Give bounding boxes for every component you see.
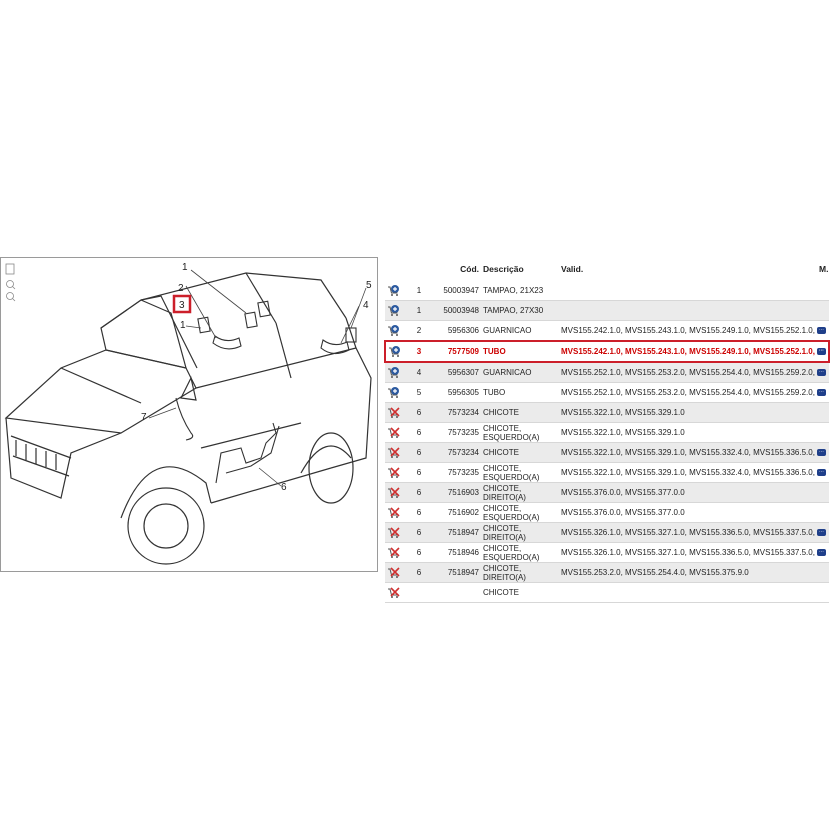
cell-validity [559, 503, 817, 523]
part-harness-7[interactable] [176, 398, 193, 440]
cell-description: GUARNICAO [481, 321, 559, 342]
cart-unavailable-icon [385, 563, 405, 583]
validity-text: MVS155.322.1.0, MVS155.329.1.0 [561, 428, 685, 437]
more-info-icon[interactable]: ··· [818, 549, 824, 556]
cell-code[interactable]: 7573234 [433, 443, 481, 463]
validity-text: MVS155.252.1.0, MVS155.253.2.0, MVS155.254.4.0, MVS155.259.2.0, [561, 388, 815, 397]
cell-pos: 4 [405, 362, 433, 383]
cell-description: CHICOTE, ESQUERDO(A) [481, 423, 559, 443]
cell-code[interactable]: 7518946 [433, 543, 481, 563]
zoom-out-handle [13, 299, 16, 302]
table-row[interactable] [385, 523, 829, 543]
cart-unavailable-icon [385, 583, 405, 603]
table-row[interactable] [385, 443, 829, 463]
cell-description: GUARNICAO [481, 362, 559, 383]
cell-validity [559, 383, 824, 403]
table-row[interactable] [385, 362, 829, 383]
cart-unavailable-icon [385, 503, 405, 523]
parts-table-body [385, 281, 829, 603]
cell-pos: 6 [405, 463, 433, 483]
cell-code[interactable]: 7577509 [433, 341, 481, 362]
cell-pos: 6 [405, 483, 433, 503]
validity-text: MVS155.376.0.0, MVS155.377.0.0 [561, 488, 685, 497]
part-plug-1b[interactable] [245, 312, 257, 328]
more-info-icon[interactable]: ··· [818, 389, 824, 396]
cell-description: TAMPAO, 27X30 [481, 301, 559, 321]
b-pillar [246, 273, 276, 323]
col-header-m[interactable]: M. [819, 264, 829, 274]
grille-top [11, 436, 71, 458]
cell-description: CHICOTE, DIREITO(A) [481, 523, 559, 543]
validity-text: MVS155.326.1.0, MVS155.327.1.0, MVS155.336.5.0, MVS155.337.5.0, [561, 548, 815, 557]
validity-text: MVS155.376.0.0, MVS155.377.0.0 [561, 508, 685, 517]
table-row[interactable] [385, 483, 829, 503]
cart-unavailable-icon [385, 523, 405, 543]
table-row[interactable] [385, 503, 829, 523]
cell-m [817, 583, 829, 603]
parts-list [384, 257, 829, 597]
cell-validity [559, 362, 824, 383]
validity-text: MVS155.322.1.0, MVS155.329.1.0 [561, 408, 685, 417]
cell-validity [559, 301, 817, 321]
validity-text: MVS155.326.1.0, MVS155.327.1.0, MVS155.336.5.0, MVS155.337.5.0, [561, 528, 815, 537]
zoom-in-handle [13, 287, 16, 290]
table-row[interactable] [385, 321, 829, 342]
callout-6[interactable]: 6 [281, 482, 287, 493]
cart-unavailable-icon [385, 483, 405, 503]
validity-text: MVS155.242.1.0, MVS155.243.1.0, MVS155.249.1.0, MVS155.252.1.0, [561, 326, 815, 335]
cell-code[interactable]: 50003947 [433, 281, 481, 301]
cell-validity [559, 321, 824, 342]
cart-unavailable-icon [385, 543, 405, 563]
cell-validity [559, 483, 817, 503]
cell-pos: 1 [405, 281, 433, 301]
car-roof [101, 273, 346, 328]
car-body [6, 273, 371, 564]
col-header-cart [385, 257, 405, 281]
cell-description: CHICOTE, ESQUERDO(A) [481, 463, 559, 483]
cell-code[interactable]: 7573235 [433, 423, 481, 443]
cell-pos: 2 [405, 321, 433, 342]
cell-m [817, 301, 829, 321]
table-row[interactable] [385, 281, 829, 301]
zoom-in-icon[interactable] [7, 281, 14, 288]
cell-code[interactable]: 5956306 [433, 321, 481, 342]
cell-m [817, 281, 829, 301]
door-edges [276, 318, 356, 378]
table-header-row [385, 257, 829, 281]
grille-bars [16, 440, 56, 470]
add-to-cart-icon[interactable] [385, 362, 405, 383]
validity-text: MVS155.242.1.0, MVS155.243.1.0, MVS155.249.1.0, MVS155.252.1.0, [561, 347, 815, 356]
table-row[interactable] [385, 423, 829, 443]
cell-pos [405, 583, 433, 603]
cell-validity [559, 443, 824, 463]
cell-pos: 6 [405, 423, 433, 443]
cell-validity [559, 563, 817, 583]
validity-text: MVS155.322.1.0, MVS155.329.1.0, MVS155.332.4.0, MVS155.336.5.0, [561, 468, 815, 477]
front-wheel [128, 488, 204, 564]
more-info-icon[interactable]: ··· [818, 327, 824, 334]
cell-m [817, 483, 829, 503]
cart-unavailable-icon [385, 423, 405, 443]
col-header-validity[interactable]: Valid. [561, 264, 584, 274]
cell-code[interactable]: 50003948 [433, 301, 481, 321]
cell-description: CHICOTE [481, 443, 559, 463]
cart-unavailable-icon [385, 443, 405, 463]
catalog-screen [0, 257, 829, 597]
callout-4[interactable]: 4 [363, 300, 369, 311]
cell-validity [559, 463, 824, 483]
cell-description: CHICOTE, DIREITO(A) [481, 483, 559, 503]
grille-bottom [13, 456, 69, 476]
add-to-cart-icon[interactable] [385, 281, 405, 301]
more-info-icon[interactable]: ··· [818, 348, 824, 355]
cell-pos: 6 [405, 523, 433, 543]
cell-m [817, 503, 829, 523]
diagram-toolbar [6, 264, 15, 301]
table-row[interactable] [385, 583, 829, 603]
cell-description: CHICOTE, ESQUERDO(A) [481, 543, 559, 563]
table-row-selected[interactable] [385, 341, 829, 362]
front-fascia [6, 418, 121, 498]
validity-text: MVS155.322.1.0, MVS155.329.1.0, MVS155.332.4.0, MVS155.336.5.0, [561, 448, 815, 457]
table-row[interactable] [385, 301, 829, 321]
front-wheel-arch [121, 467, 211, 518]
cell-pos: 6 [405, 543, 433, 563]
a-pillar [141, 296, 197, 368]
col-header-code[interactable]: Cód. [460, 264, 479, 274]
cell-description: TUBO [481, 341, 559, 362]
table-row[interactable] [385, 403, 829, 423]
more-info-icon[interactable]: ··· [818, 469, 824, 476]
cell-validity [559, 281, 817, 301]
parts-table [384, 257, 830, 603]
cell-m [817, 423, 829, 443]
callout-1-top[interactable]: 1 [182, 262, 188, 273]
cell-description: CHICOTE [481, 403, 559, 423]
car-drawing [1, 258, 379, 573]
part-grommet-2[interactable] [213, 336, 241, 349]
more-info-icon[interactable]: ··· [818, 449, 824, 456]
cell-validity [559, 403, 817, 423]
cell-description: TUBO [481, 383, 559, 403]
callout-7[interactable]: 7 [141, 412, 147, 423]
cell-code[interactable]: 7573234 [433, 403, 481, 423]
hood [6, 350, 196, 433]
cell-code[interactable]: 5956305 [433, 383, 481, 403]
cart-unavailable-icon [385, 403, 405, 423]
table-row[interactable] [385, 383, 829, 403]
validity-text: MVS155.252.1.0, MVS155.253.2.0, MVS155.254.4.0, MVS155.259.2.0, [561, 368, 815, 377]
cell-pos: 3 [405, 341, 433, 362]
add-to-cart-icon[interactable] [385, 301, 405, 321]
hood-crease [61, 368, 141, 403]
callout-5[interactable]: 5 [366, 280, 372, 291]
more-info-icon[interactable]: ··· [818, 369, 824, 376]
cell-code[interactable]: 7573235 [433, 463, 481, 483]
more-info-icon[interactable]: ··· [818, 529, 824, 536]
cell-code[interactable]: 7516902 [433, 503, 481, 523]
validity-text: MVS155.253.2.0, MVS155.254.4.0, MVS155.375.9.0 [561, 568, 749, 577]
table-row[interactable] [385, 543, 829, 563]
cell-code[interactable]: 7516903 [433, 483, 481, 503]
zoom-out-icon[interactable] [7, 293, 14, 300]
parts-group [176, 301, 356, 483]
add-to-cart-icon[interactable] [385, 341, 405, 362]
sill [211, 468, 331, 503]
cell-validity [559, 423, 817, 443]
cell-validity [559, 523, 824, 543]
add-to-cart-icon[interactable] [385, 383, 405, 403]
col-header-description[interactable]: Descrição [483, 264, 524, 274]
table-row[interactable] [385, 463, 829, 483]
cell-code[interactable] [433, 583, 481, 603]
cell-pos: 6 [405, 443, 433, 463]
cell-code[interactable]: 7518947 [433, 523, 481, 543]
cell-validity [559, 583, 817, 603]
cell-m [817, 563, 829, 583]
cell-code[interactable]: 7518947 [433, 563, 481, 583]
cell-pos: 5 [405, 383, 433, 403]
cell-description: CHICOTE, DIREITO(A) [481, 563, 559, 583]
side-line [201, 423, 301, 448]
cell-pos: 1 [405, 301, 433, 321]
cell-description: CHICOTE, ESQUERDO(A) [481, 503, 559, 523]
add-to-cart-icon[interactable] [385, 321, 405, 342]
front-hub [144, 504, 188, 548]
cell-m [817, 403, 829, 423]
cart-unavailable-icon [385, 463, 405, 483]
cell-pos: 6 [405, 563, 433, 583]
callout-2[interactable]: 2 [178, 283, 184, 294]
callout-1-lower[interactable]: 1 [180, 320, 186, 331]
mirror [181, 378, 196, 400]
callout-3[interactable]: 3 [179, 300, 185, 311]
cell-validity [559, 543, 824, 563]
cell-code[interactable]: 5956307 [433, 362, 481, 383]
cell-pos: 6 [405, 503, 433, 523]
exploded-diagram[interactable] [0, 257, 378, 572]
cell-validity [559, 341, 824, 362]
cell-pos: 6 [405, 403, 433, 423]
col-header-pos [405, 257, 433, 281]
cell-description: TAMPAO, 21X23 [481, 281, 559, 301]
cell-description: CHICOTE [481, 583, 559, 603]
fullscreen-icon[interactable] [6, 264, 14, 274]
side-panel [196, 348, 371, 468]
table-row[interactable] [385, 563, 829, 583]
part-grommet-4[interactable] [321, 340, 349, 354]
